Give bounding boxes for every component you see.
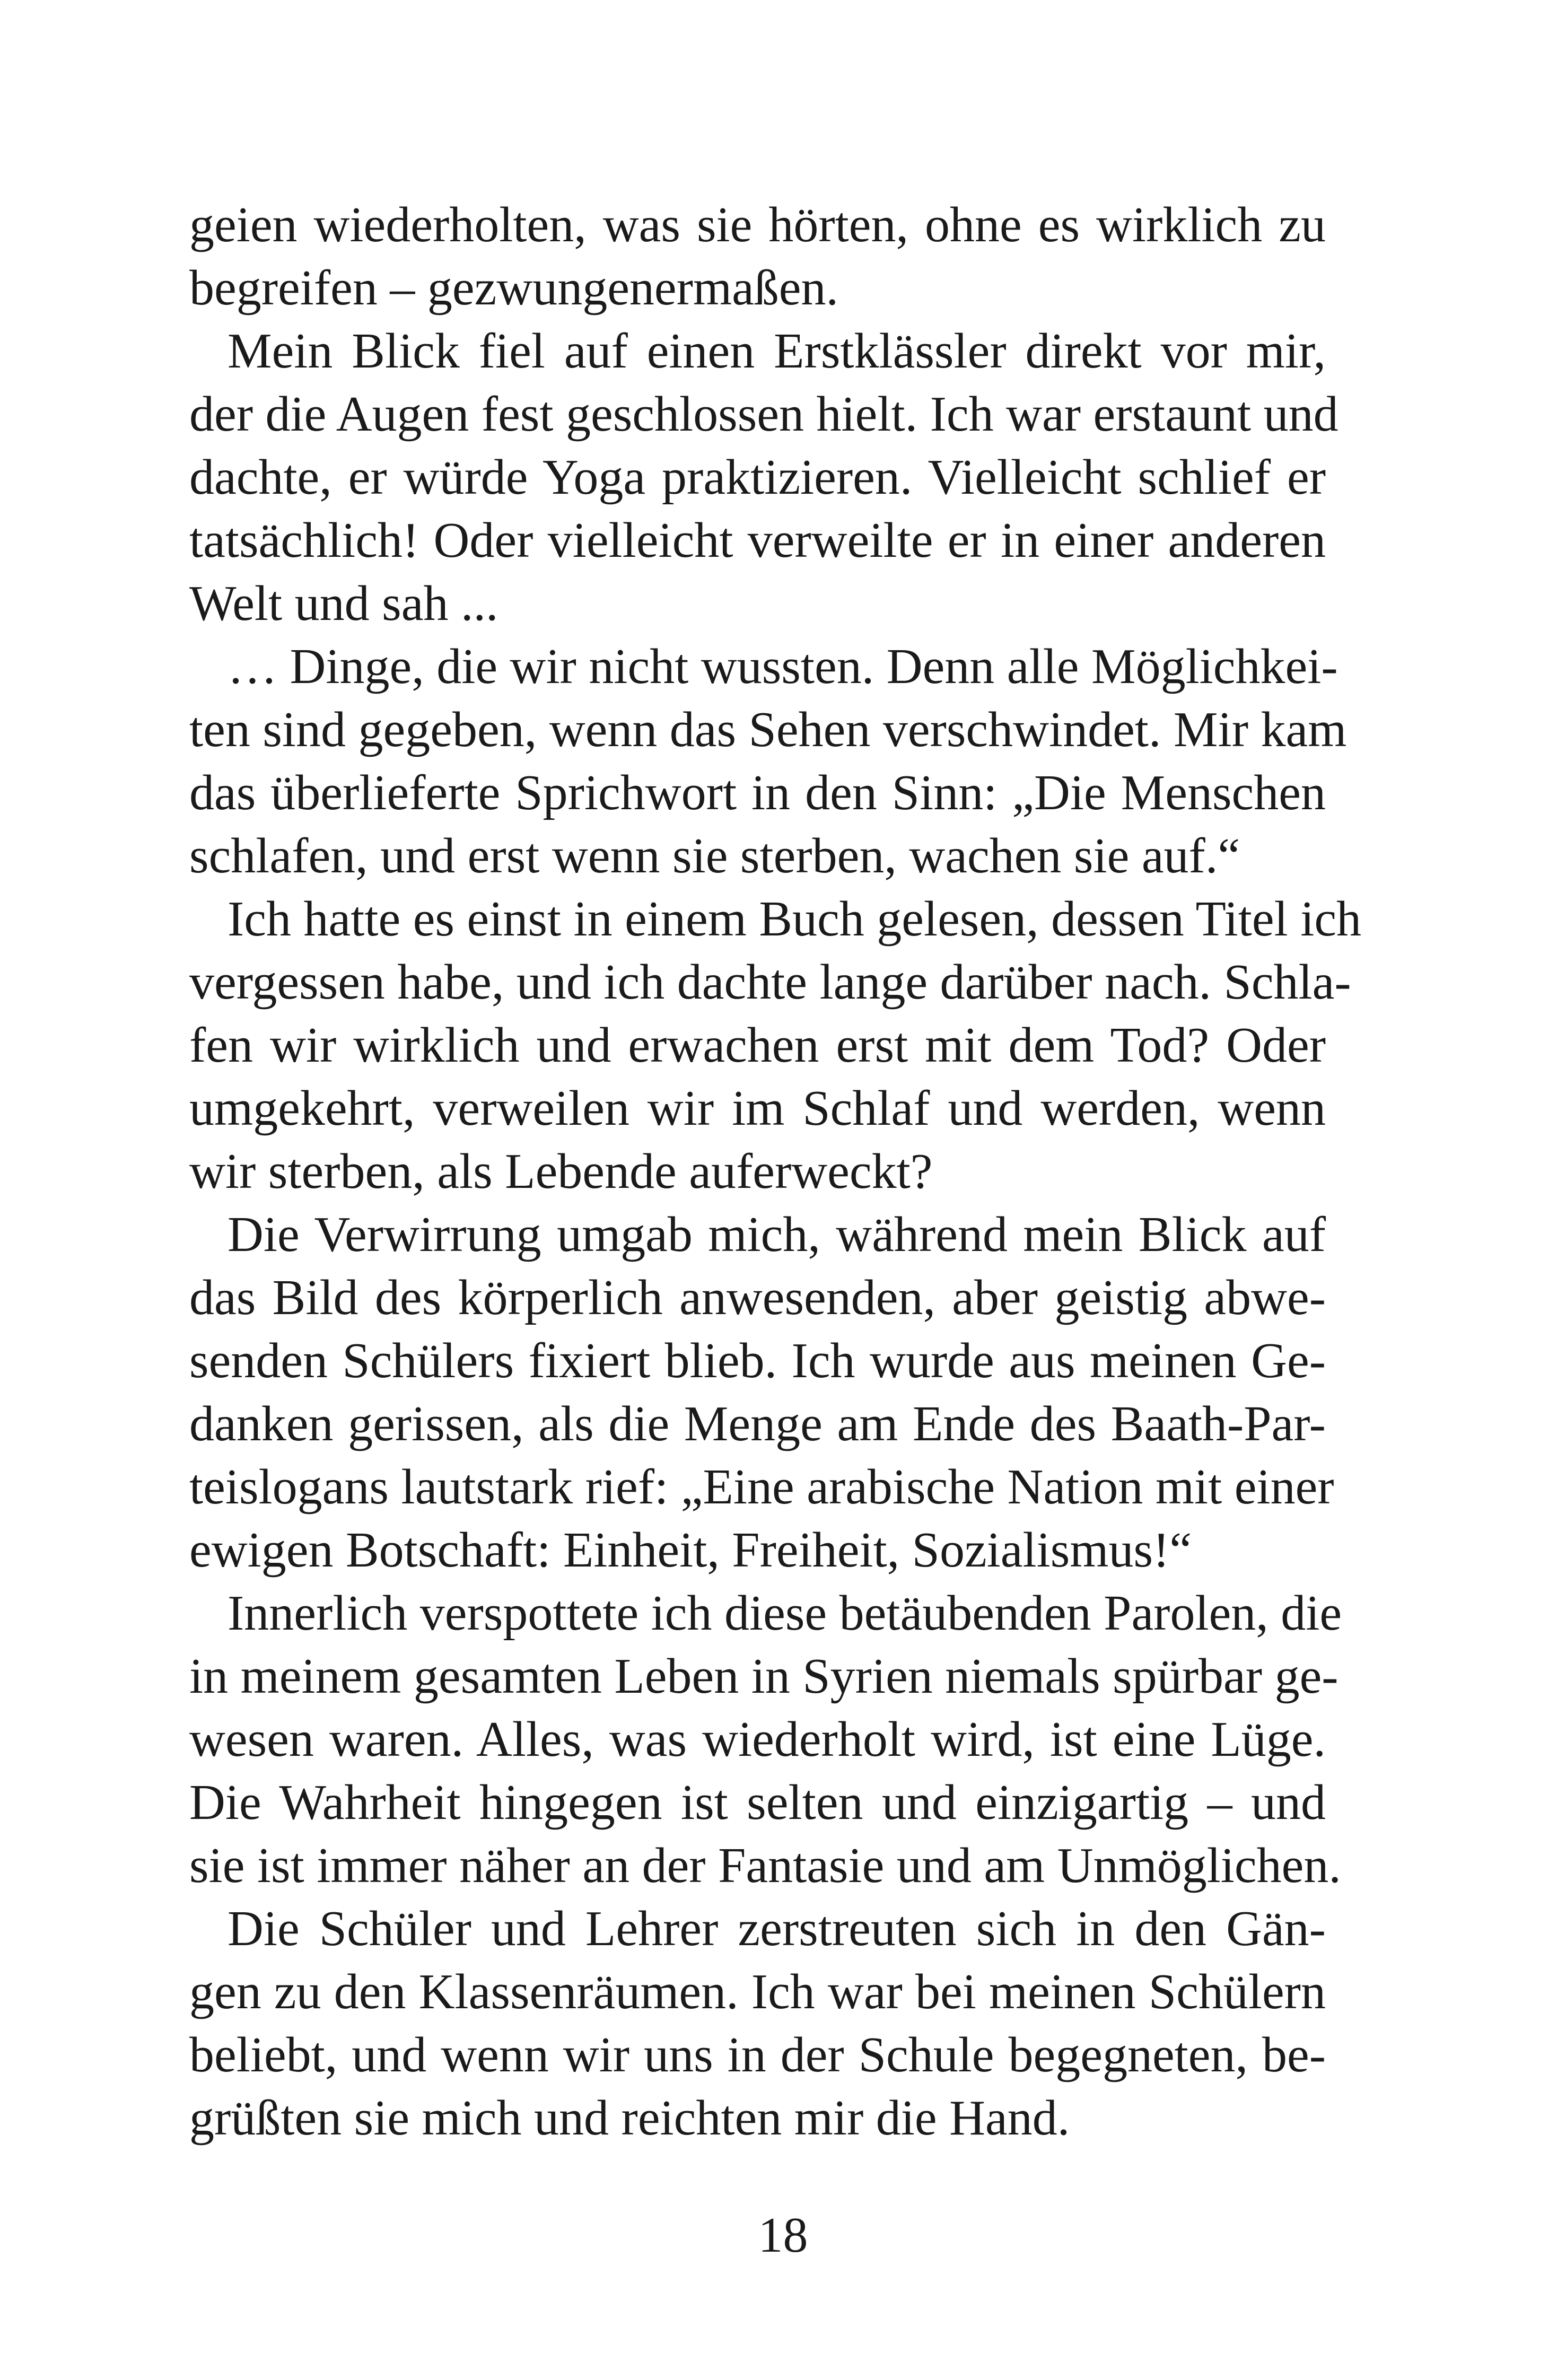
- paragraph: [189, 1203, 1334, 1582]
- text-line: das überlieferte Sprichwort in den Sinn: „Die Menschen: [189, 765, 1326, 820]
- paragraph: [189, 194, 1326, 320]
- text-line: vergessen habe, und ich dachte lange darüber nach. Schla-: [189, 955, 1351, 1010]
- text-line: Die Verwirrung umgab mich, während mein Blick auf: [228, 1207, 1326, 1262]
- paragraph: [189, 1897, 1326, 2150]
- text-line: grüßten sie mich und reichten mir die Hand.: [189, 2090, 1070, 2146]
- text-line: senden Schülers fixiert blieb. Ich wurde aus meinen Ge-: [189, 1333, 1326, 1388]
- paragraph: [189, 320, 1338, 635]
- text-line: ten sind gegeben, wenn das Sehen verschwindet. Mir kam: [189, 702, 1347, 757]
- text-line: Mein Blick fiel auf einen Erstklässler direkt vor mir,: [228, 323, 1326, 379]
- text-line: schlafen, und erst wenn sie sterben, wachen sie auf.“: [189, 828, 1240, 883]
- text-line: beliebt, und wenn wir uns in der Schule begegneten, be-: [189, 2027, 1326, 2082]
- text-line: umgekehrt, verweilen wir im Schlaf und werden, wenn: [189, 1081, 1326, 1136]
- text-line: gen zu den Klassenräumen. Ich war bei meinen Schülern: [189, 1964, 1326, 2019]
- text-line: danken gerissen, als die Menge am Ende des Baath-Par-: [189, 1396, 1326, 1451]
- text-line: begreifen – gezwungenermaßen.: [189, 260, 839, 316]
- text-line: Die Wahrheit hingegen ist selten und einzigartig – und: [189, 1775, 1326, 1830]
- paragraph: [189, 1582, 1342, 1897]
- text-line: dachte, er würde Yoga praktizieren. Vielleicht schlief er: [189, 450, 1326, 505]
- text-line: Die Schüler und Lehrer zerstreuten sich in den Gän-: [228, 1901, 1326, 1956]
- text-line: Welt und sah ...: [189, 576, 498, 631]
- text-line: … Dinge, die wir nicht wussten. Denn alle Möglichkei-: [228, 639, 1338, 694]
- text-line: wesen waren. Alles, was wiederholt wird, ist eine Lüge.: [189, 1712, 1326, 1767]
- text-line: geien wiederholten, was sie hörten, ohne es wirklich zu: [189, 197, 1326, 252]
- text-line: in meinem gesamten Leben in Syrien niemals spürbar ge-: [189, 1649, 1338, 1704]
- text-line: tatsächlich! Oder vielleicht verweilte er in einer anderen: [189, 513, 1326, 568]
- page-number: 18: [758, 2208, 808, 2263]
- paragraph: [189, 635, 1347, 888]
- text-line: ewigen Botschaft: Einheit, Freiheit, Sozialismus!“: [189, 1522, 1192, 1578]
- body-text: [189, 194, 1362, 2150]
- text-line: fen wir wirklich und erwachen erst mit dem Tod? Oder: [189, 1018, 1326, 1073]
- text-line: Innerlich verspottete ich diese betäubenden Parolen, die: [228, 1586, 1342, 1641]
- text-line: das Bild des körperlich anwesenden, aber geistig abwe-: [189, 1270, 1326, 1325]
- text-line: der die Augen fest geschlossen hielt. Ich war erstaunt und: [189, 387, 1338, 442]
- paragraph: [189, 888, 1362, 1203]
- text-line: wir sterben, als Lebende auferweckt?: [189, 1144, 933, 1199]
- text-line: sie ist immer näher an der Fantasie und am Unmöglichen.: [189, 1838, 1341, 1893]
- text-line: Ich hatte es einst in einem Buch gelesen, dessen Titel ich: [228, 891, 1362, 947]
- text-line: teislogans lautstark rief: „Eine arabische Nation mit einer: [189, 1459, 1334, 1515]
